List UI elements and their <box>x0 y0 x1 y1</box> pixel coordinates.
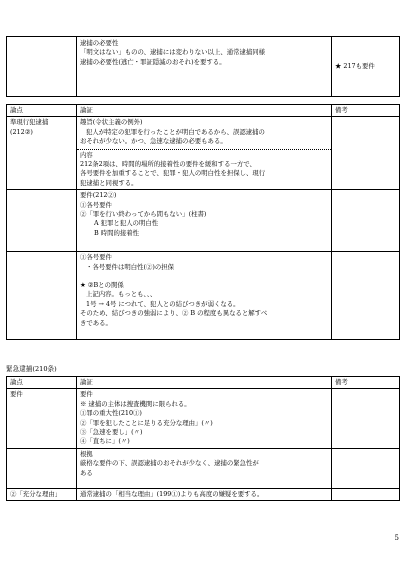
argument-line: 犯人が特定の犯罪を行ったことが明白であるから、誤認逮捕の <box>86 127 265 136</box>
remarks-cell <box>332 252 400 340</box>
table-row <box>7 252 400 340</box>
remarks-cell <box>332 190 400 252</box>
header-row <box>7 377 400 389</box>
topic-cell: ②「充分な理由」 <box>7 488 77 500</box>
header-row <box>7 105 400 117</box>
header-topic: 論点 <box>7 377 77 389</box>
section-caption: 緊急逮捕(210条) <box>6 365 57 373</box>
topic-line: 準現行犯逮捕 <box>10 118 49 127</box>
argument-line: ③「急速を要し」(〃) <box>80 428 143 437</box>
argument-line: 上記内容。もっとも、、、 <box>86 290 157 299</box>
table-row <box>7 37 400 97</box>
topic-cell <box>7 448 77 488</box>
topic-cell: 要件 <box>7 389 77 448</box>
argument-line: 1号 → 4号 につれて、犯人との結びつきが弱くなる。 <box>86 299 240 308</box>
header-remarks: 備考 <box>332 105 400 117</box>
argument-cell <box>77 117 332 190</box>
argument-line: ②「罪を犯したことに足りる充分な理由」(〃) <box>80 418 213 427</box>
argument-heading: 要件 <box>80 390 93 399</box>
topic-cell <box>7 37 77 97</box>
remarks-cell <box>332 488 400 500</box>
argument-line: 「明文はない」ものの、逮捕には変わりない以上、通常逮捕同様 <box>80 48 266 57</box>
spacer <box>80 272 328 281</box>
argument-line: 逮捕の必要性 <box>80 39 119 47</box>
remarks-cell <box>332 448 400 488</box>
argument-heading: 要件(212②) <box>80 191 117 200</box>
quasi-flagrant-table <box>6 104 400 340</box>
argument-line: A 犯罪と犯人の明白性 <box>94 219 159 228</box>
argument-subblock <box>77 149 331 189</box>
table-row <box>7 448 400 488</box>
topic-line: (212②) <box>10 127 33 136</box>
remarks-cell <box>332 117 400 190</box>
header-argument: 論証 <box>77 377 332 389</box>
argument-cell <box>77 37 332 97</box>
argument-line: 厳格な要件の下、誤認逮捕のおそれが少なく、逮捕の緊急性が <box>80 459 259 468</box>
header-topic: 論点 <box>7 105 77 117</box>
argument-cell <box>77 448 332 488</box>
argument-line: 各号要件を加重することで、犯罪・犯人の明白性を担保し、現行 <box>80 169 266 178</box>
topic-cell <box>7 190 77 252</box>
remark-text: ★ 217も要件 <box>335 61 375 70</box>
argument-heading: ★ ②Bとの関係 <box>80 281 124 290</box>
page-number: 5 <box>394 534 399 542</box>
top-continuation-table <box>6 36 400 97</box>
argument-line: ある <box>80 468 93 477</box>
argument-heading: 趣旨(令状主義の例外) <box>80 118 143 127</box>
argument-heading: ①各号要件 <box>80 253 112 262</box>
argument-line: おそれが少ない。かつ、急速な逮捕の必要もある。 <box>80 137 227 146</box>
table-row <box>7 117 400 190</box>
argument-line: B 時間的接着性 <box>94 228 140 237</box>
table-row <box>7 190 400 252</box>
argument-line: 逮捕の必要性(逃亡・罪証隠滅のおそれ)を要する。 <box>80 57 226 66</box>
table-row <box>7 389 400 448</box>
argument-line: ①各号要件 <box>80 200 112 209</box>
topic-cell <box>7 117 77 190</box>
argument-line: 212条2項は、時間的場所的接着性の要件を緩和する一方で、 <box>80 160 256 169</box>
header-remarks: 備考 <box>332 377 400 389</box>
argument-cell <box>77 389 332 448</box>
argument-cell: 通常逮捕の「相当な理由」(199①)よりも高度の嫌疑を要する。 <box>77 488 332 500</box>
remarks-cell <box>332 37 400 97</box>
argument-cell <box>77 190 332 252</box>
remarks-cell <box>332 389 400 448</box>
argument-line: ・各号要件は明白性(②)の担保 <box>86 262 175 271</box>
argument-line: ※ 逮捕の主体は捜査機関に限られる。 <box>80 399 191 408</box>
argument-line: きである。 <box>80 318 112 327</box>
header-argument: 論証 <box>77 105 332 117</box>
argument-line: ④「直ちに」(〃) <box>80 437 130 446</box>
table-row <box>7 488 400 500</box>
argument-line: ②「罪を行い終わってから間もない」(柱書) <box>80 210 207 219</box>
argument-line: 犯逮捕と同視する。 <box>80 178 138 187</box>
emergency-arrest-table <box>6 376 400 501</box>
argument-cell <box>77 252 332 340</box>
argument-heading: 根拠 <box>80 449 93 458</box>
topic-cell <box>7 252 77 340</box>
argument-line: そのため、結びつきの強弱により、② B の程度も異なると解すべ <box>80 309 268 318</box>
argument-heading: 内容 <box>80 150 93 159</box>
argument-line: ①罪の重大性(210①) <box>80 409 142 418</box>
